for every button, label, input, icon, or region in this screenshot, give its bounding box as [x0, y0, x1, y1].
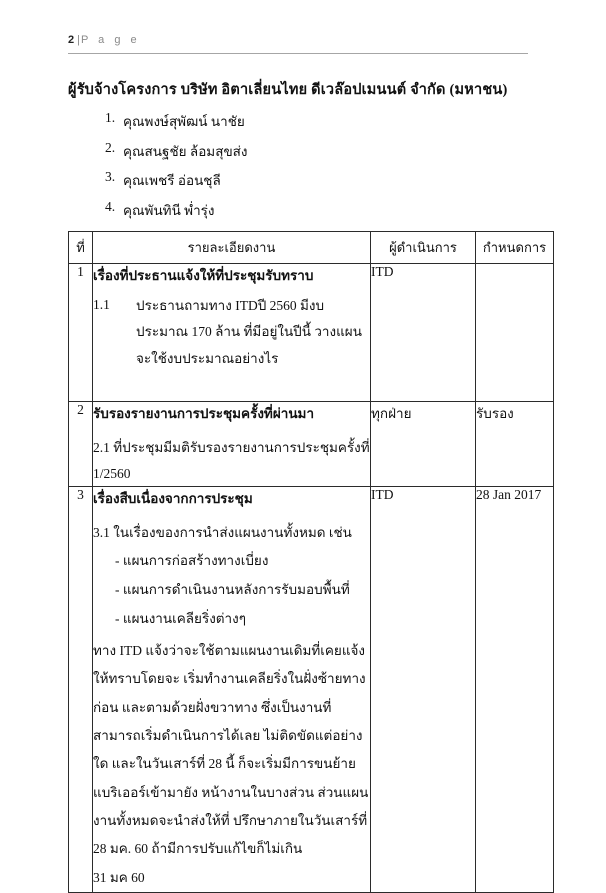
attendee-name: คุณพงษ์สุพัฒน์ นาชัย — [123, 114, 245, 129]
list-item — [105, 110, 553, 140]
agenda-paragraph: ทาง ITD แจ้งว่าจะใช้ตามแผนงานเดิมที่เคยแจ้งให้ทราบโดยจะ เริ่มทำงานเคลียริ่งในฝั่งซ้ายทางก่อน และตามด้วยฝั่งขวาทาง ซึ่งเป็นงานที่สามารถเริ่มดำเนินการได้เลย ไม่ติดขัดแต่อย่างใด และในวันเสาร์ที่ 28 นี้ ก็จะเริ่มมีการขนย้ายแบริเออร์เข้ามายัง หน้างานในบางส่วน ส่วนแผนงานทั้งหมดจะนำส่งให้ที่ ปรึกษาภายในวันเสาร์ที่ 28 มค. 60 ถ้ามีการปรับแก้ไขก็ไม่เกิน — [93, 642, 369, 857]
table-header-row — [69, 232, 554, 264]
operator-cell: ทุกฝ่าย — [371, 402, 476, 487]
row-details — [93, 402, 371, 487]
schedule-cell: 28 Jan 2017 — [476, 487, 554, 893]
attendee-name: คุณพันทินี พ่ำรุ่ง — [123, 202, 215, 218]
row-details — [93, 487, 371, 893]
schedule-cell: รับรอง — [476, 402, 554, 487]
column-header-details: รายละเอียดงาน — [93, 232, 371, 264]
column-header-operator: ผู้ดำเนินการ — [371, 232, 476, 264]
attendee-number: 3. — [105, 169, 116, 184]
table-row — [69, 402, 554, 487]
minutes-table — [68, 231, 554, 893]
page-number: 2 — [68, 34, 77, 46]
table-row — [69, 487, 554, 893]
agenda-item — [93, 297, 370, 372]
table-row — [69, 264, 554, 402]
attendee-number: 2. — [105, 139, 116, 155]
operator-cell: ITD — [371, 487, 476, 893]
list-item — [105, 169, 553, 199]
page-header — [68, 34, 528, 54]
agenda-heading: เรื่องที่ประธานแจ้งให้ที่ประชุมรับทราบ — [93, 268, 314, 283]
attendee-list — [68, 110, 553, 228]
agenda-heading: รับรองรายงานการประชุมครั้งที่ผ่านมา — [93, 406, 315, 421]
row-number: 1 — [69, 264, 93, 402]
agenda-bullet: - แผนการก่อสร้างทางเบี่ยง — [115, 552, 269, 568]
row-number: 2 — [69, 402, 93, 487]
agenda-heading: เรื่องสืบเนื่องจากการประชุม — [93, 491, 253, 507]
column-header-schedule: กำหนดการ — [476, 232, 554, 264]
page-number-separator: | — [77, 34, 80, 46]
agenda-item-text: ประธานถามทาง ITDปี 2560 มีงบประมาณ 170 ล้าน ที่มีอยู่ในปีนี้ วางแผนจะใช้งบประมาณอย่างไร — [136, 298, 362, 366]
attendee-number: 4. — [105, 198, 116, 214]
list-item — [105, 140, 553, 170]
agenda-item-number: 1.1 — [93, 297, 110, 312]
agenda-bullet: - แผนการดำเนินงานหลังการรับมอบพื้นที่ — [115, 581, 350, 597]
agenda-item-text: 3.1 ในเรื่องของการนำส่งแผนงานทั้งหมด เช่น — [93, 525, 352, 541]
row-details — [93, 264, 371, 402]
schedule-cell — [476, 264, 554, 402]
row-number: 3 — [69, 487, 93, 893]
agenda-bullet: - แผนงานเคลียริ่งต่างๆ — [115, 610, 246, 626]
list-item — [105, 199, 553, 229]
document-title: ผู้รับจ้างโครงการ บริษัท อิตาเลี่ยนไทย ดีเวล๊อปเมนนต์ จำกัด (มหาชน) — [68, 82, 508, 98]
page-word: P a g e — [80, 34, 141, 46]
attendee-number: 1. — [105, 110, 116, 125]
attendee-name: คุณเพชรี อ่อนชุลี — [123, 173, 221, 188]
agenda-item-text: 2.1 ที่ประชุมมีมติรับรองรายงานการประชุมครั้งที่ 1/2560 — [93, 440, 370, 481]
column-header-no: ที่ — [69, 232, 93, 264]
agenda-paragraph-tail: 31 มค 60 — [93, 869, 145, 885]
operator-cell: ITD — [371, 264, 476, 402]
attendee-name: คุณสนฐชัย ล้อมสุขส่ง — [123, 143, 248, 159]
